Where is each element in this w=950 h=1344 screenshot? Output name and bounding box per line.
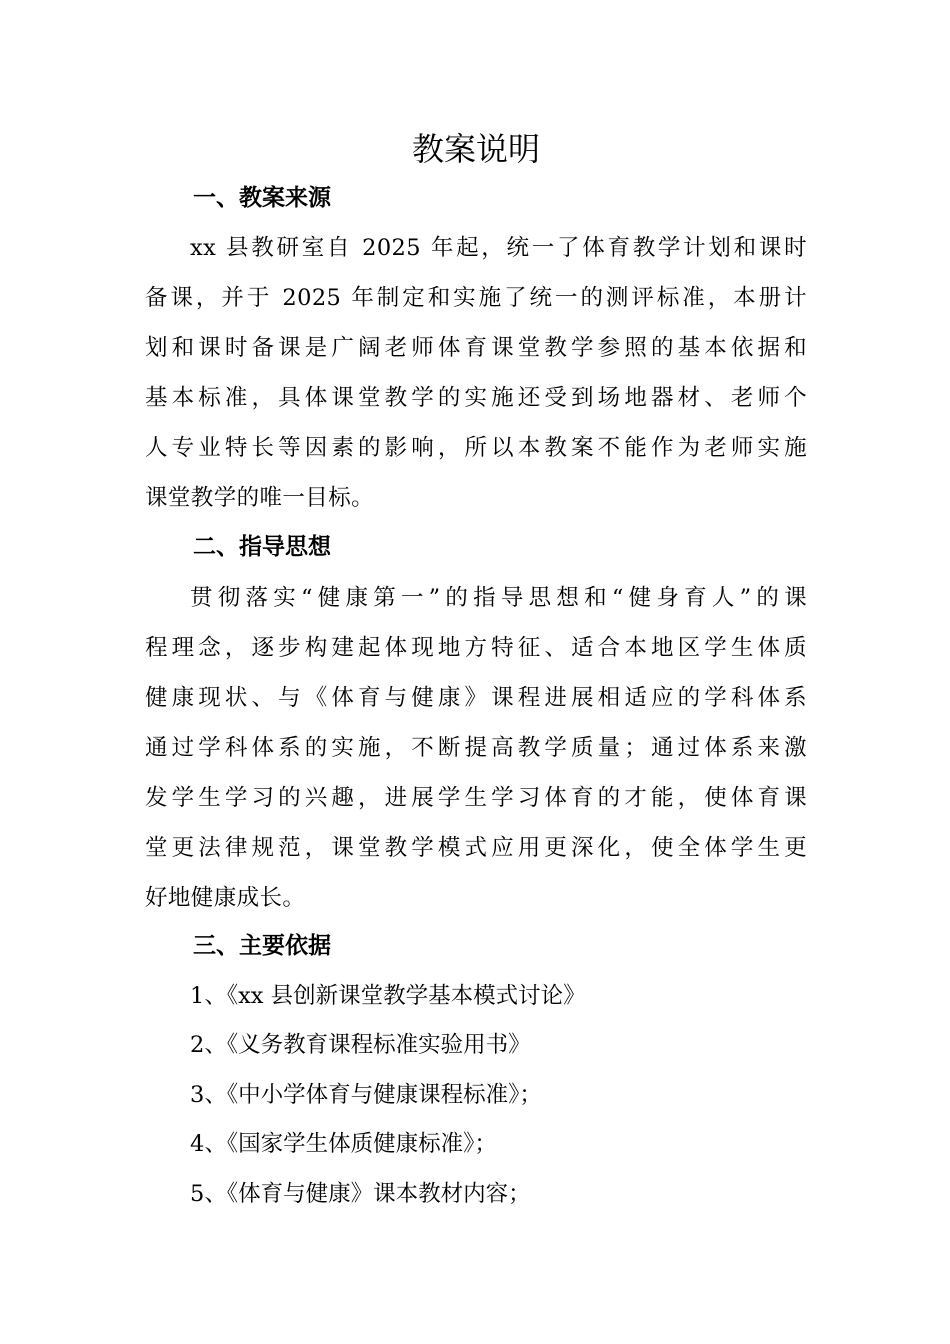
document-title: 教案说明	[411, 130, 540, 168]
section-paragraph-guiding-ideology	[145, 573, 807, 923]
paragraph-line: 基本标准，具体课堂教学的实施还受到场地器材、老师个	[145, 385, 807, 411]
paragraph-line: 程理念，逐步构建起体现地方特征、适合本地区学生体质	[145, 635, 807, 661]
list-item: 2、《义务教育课程标准实验用书》	[190, 1032, 531, 1058]
paragraph-line: 课堂教学的唯一目标。	[145, 485, 375, 511]
paragraph-line: 人专业特长等因素的影响，所以本教案不能作为老师实施	[145, 435, 807, 461]
list-item: 1、《xx 县创新课堂教学基本模式讨论》	[190, 983, 586, 1009]
list-item: 4、《国家学生体质健康标准》；	[190, 1131, 497, 1157]
paragraph-line: 发学生学习的兴趣，进展学生学习体育的才能，使体育课	[145, 785, 807, 811]
section-heading-guiding-ideology: 二、指导思想	[193, 534, 331, 560]
list-item: 3、《中小学体育与健康课程标准》；	[190, 1082, 542, 1108]
list-item: 5、《体育与健康》课本教材内容；	[190, 1181, 531, 1207]
section-heading-main-basis: 三、主要依据	[193, 933, 331, 959]
section-paragraph-source	[145, 223, 807, 523]
paragraph-line: 健康现状、与《体育与健康》课程进展相适应的学科体系	[145, 685, 807, 711]
paragraph-line: 备课，并于 2025 年制定和实施了统一的测评标准，本册计	[145, 285, 807, 311]
paragraph-line: xx 县教研室自 2025 年起，统一了体育教学计划和课时	[190, 235, 807, 261]
section-heading-source: 一、教案来源	[193, 185, 331, 211]
paragraph-line: 好地健康成长。	[145, 885, 306, 911]
paragraph-line: 堂更法律规范，课堂教学模式应用更深化，使全体学生更	[145, 835, 807, 861]
paragraph-line: 划和课时备课是广阔老师体育课堂教学参照的基本依据和	[145, 335, 807, 361]
paragraph-line: 贯彻落实“健康第一”的指导思想和“健身育人”的课	[190, 585, 807, 611]
paragraph-line: 通过学科体系的实施，不断提高教学质量；通过体系来激	[145, 735, 807, 761]
